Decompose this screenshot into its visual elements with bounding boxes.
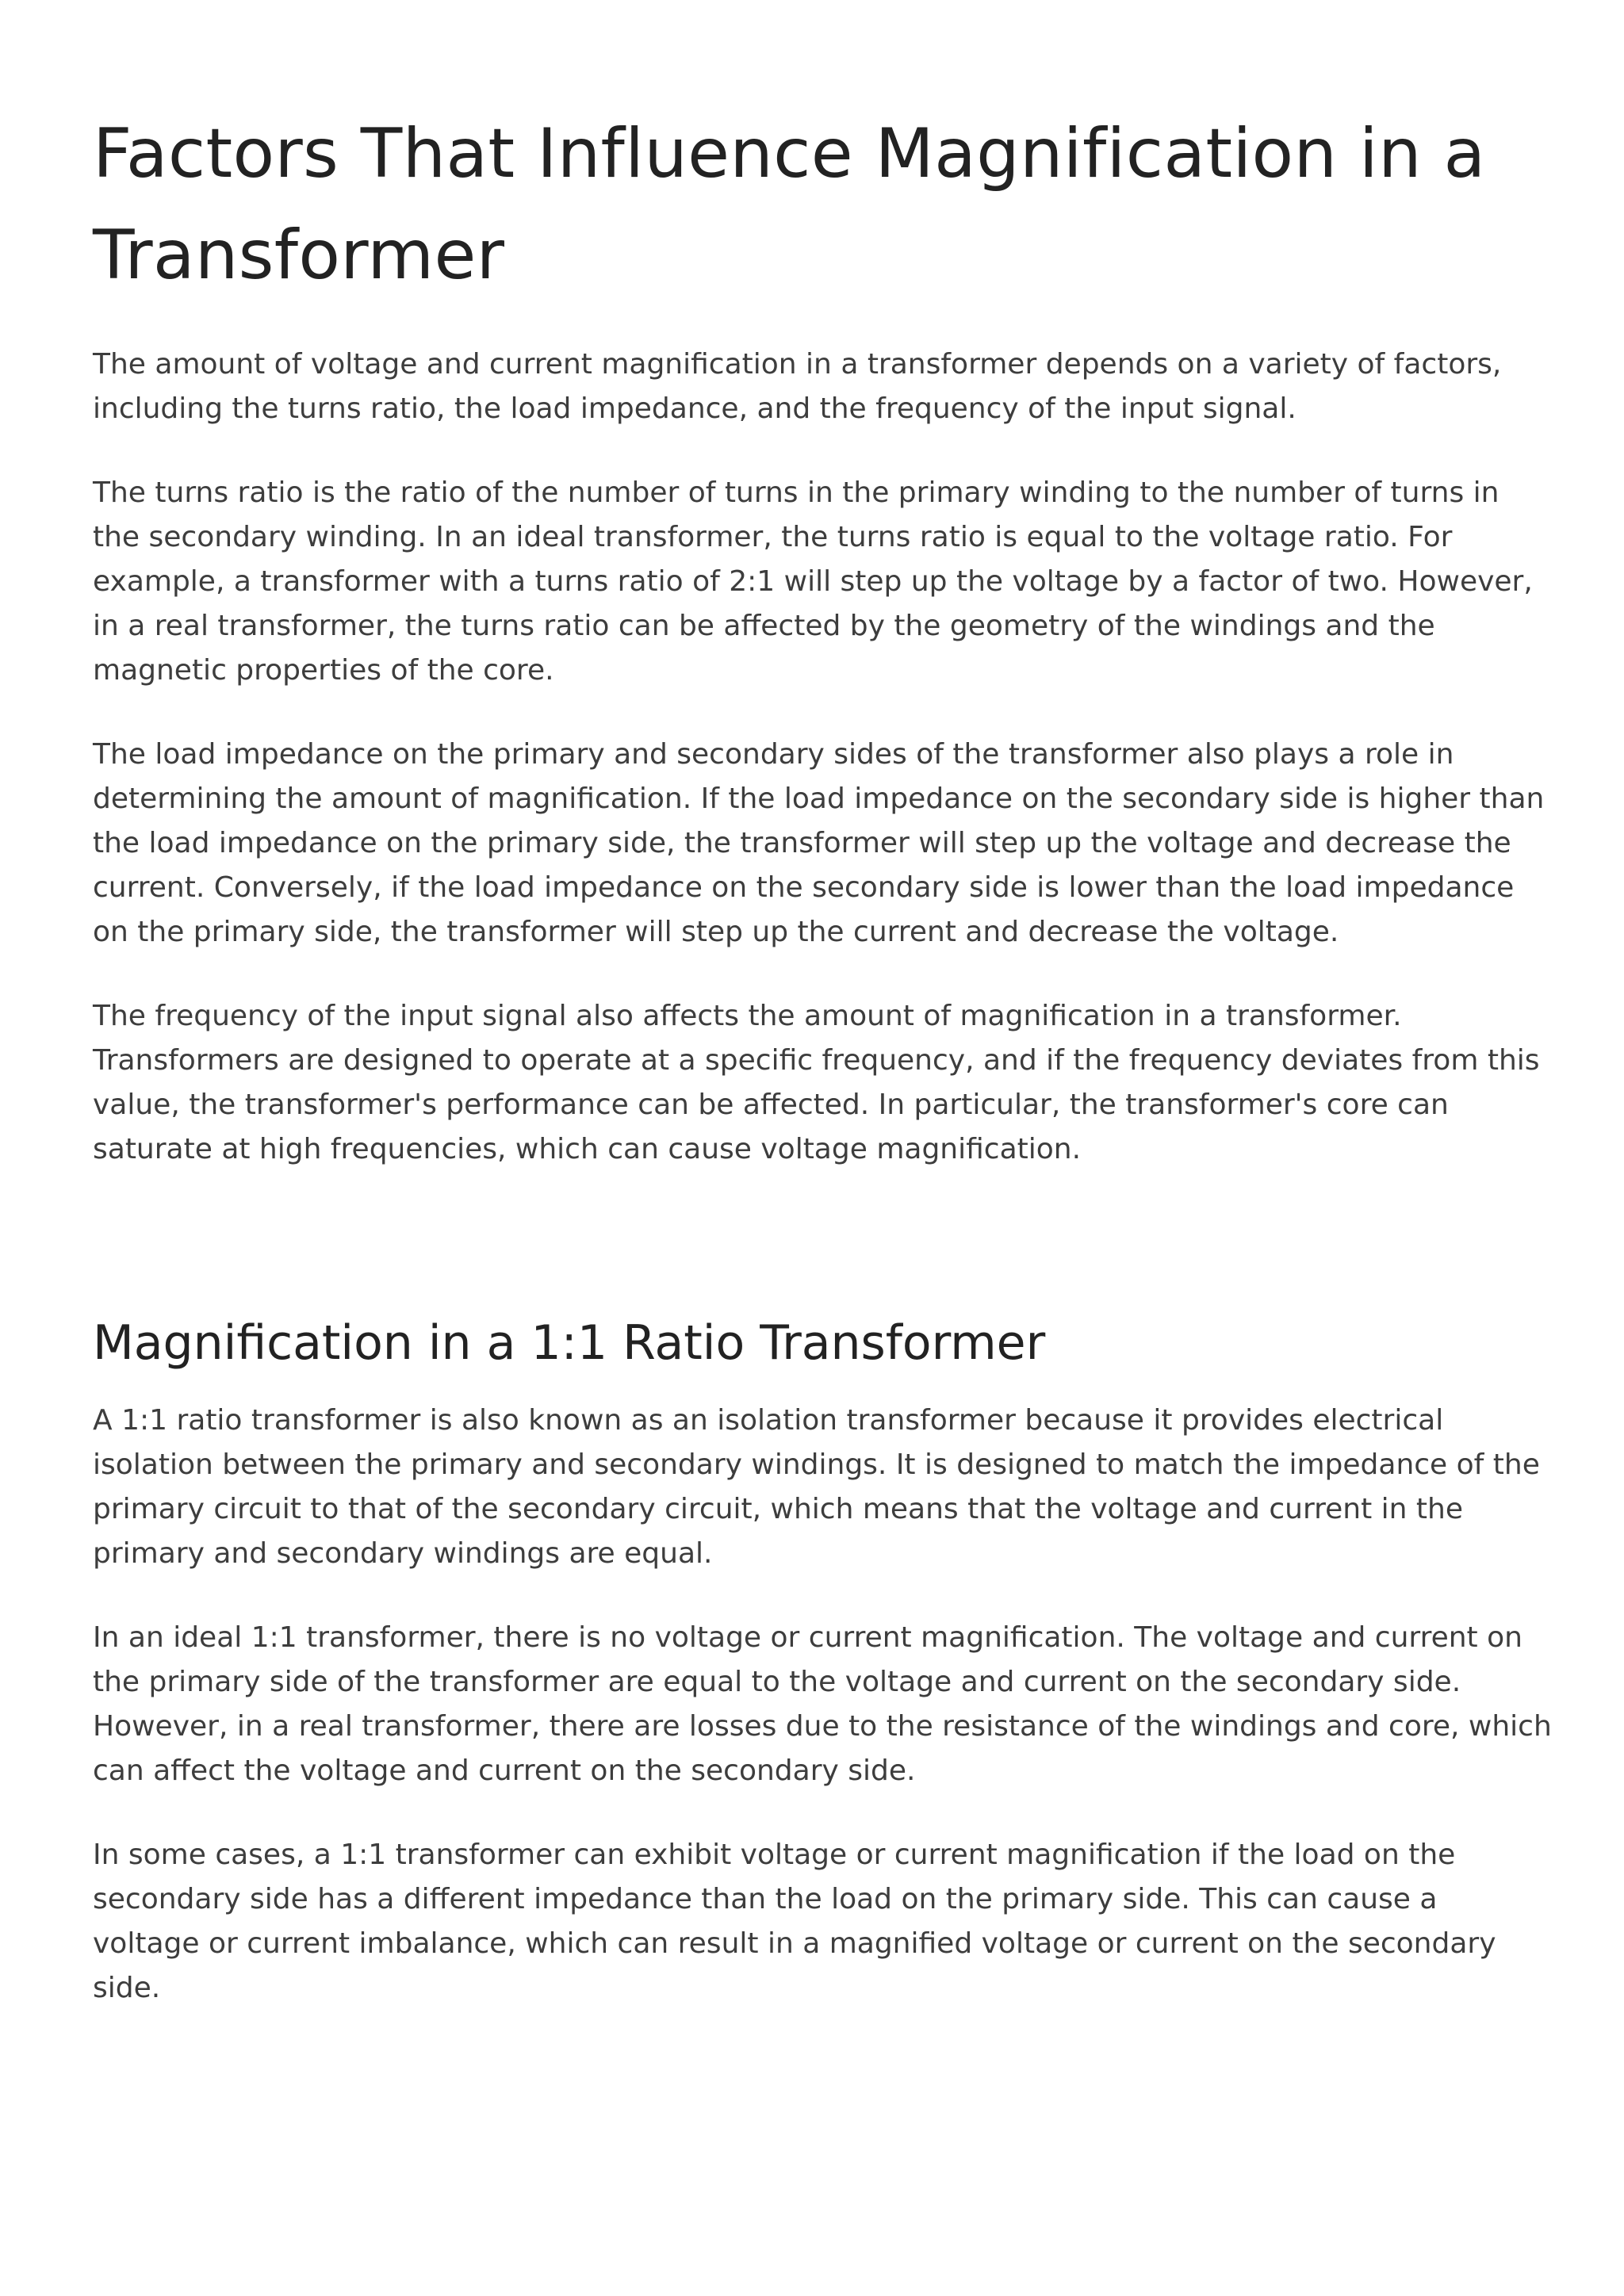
paragraph-intro: The amount of voltage and current magnification in a transformer depends on a variety of factors, including the turns ratio, the load impedance, and the frequency of the input signal. (93, 348, 1502, 425)
document-page (93, 103, 1552, 2050)
main-heading: Factors That Influence Magnification in a Transformer (93, 114, 1486, 295)
paragraph-turns-ratio: The turns ratio is the ratio of the number of turns in the primary winding to the number of turns in the secondary winding. In an ideal transformer, the turns ratio is equal to the voltage ratio. For example, a transformer with a turns ratio of 2:1 will step up the voltage by a factor of two. However, in a real transformer, the turns ratio can be affected by the geometry of the windings and the magnetic properties of the core. (93, 476, 1533, 687)
paragraph-imbalance: In some cases, a 1:1 transformer can exhibit voltage or current magnification if the load on the secondary side has a different impedance than the load on the primary side. This can cause a voltage or current imbalance, which can result in a magnified voltage or current on the secondary side. (93, 1839, 1496, 2004)
paragraph-load-impedance: The load impedance on the primary and secondary sides of the transformer also plays a role in determining the amount of magnification. If the load impedance on the secondary side is higher than the load impedance on the primary side, the transformer will step up the voltage and decrease the current. Conversely, if the load impedance on the secondary side is lower than the load impedance on the primary side, the transformer will step up the current and decrease the voltage. (93, 738, 1545, 948)
section-spacer (93, 1211, 1552, 1310)
paragraph-frequency: The frequency of the input signal also affects the amount of magnification in a transformer. Transformers are designed to operate at a specific frequency, and if the frequency deviates from this value, the transformer's performance can be affected. In particular, the transformer's core can saturate at high frequencies, which can cause voltage magnification. (93, 1000, 1540, 1165)
section-one-to-one (93, 1310, 1552, 2011)
paragraph-isolation: A 1:1 ratio transformer is also known as an isolation transformer because it provides electrical isolation between the primary and secondary windings. It is designed to match the impedance of the primary circuit to that of the secondary circuit, which means that the voltage and current in the primary and secondary windings are equal. (93, 1404, 1540, 1570)
section-heading: Magnification in a 1:1 Ratio Transformer (93, 1315, 1046, 1371)
paragraph-ideal: In an ideal 1:1 transformer, there is no voltage or current magnification. The voltage and current on the primary side of the transformer are equal to the voltage and current on the secondary side. However, in a real transformer, there are losses due to the resistance of the windings and core, which can affect the voltage and current on the secondary side. (93, 1621, 1552, 1787)
section-factors (93, 103, 1552, 1172)
